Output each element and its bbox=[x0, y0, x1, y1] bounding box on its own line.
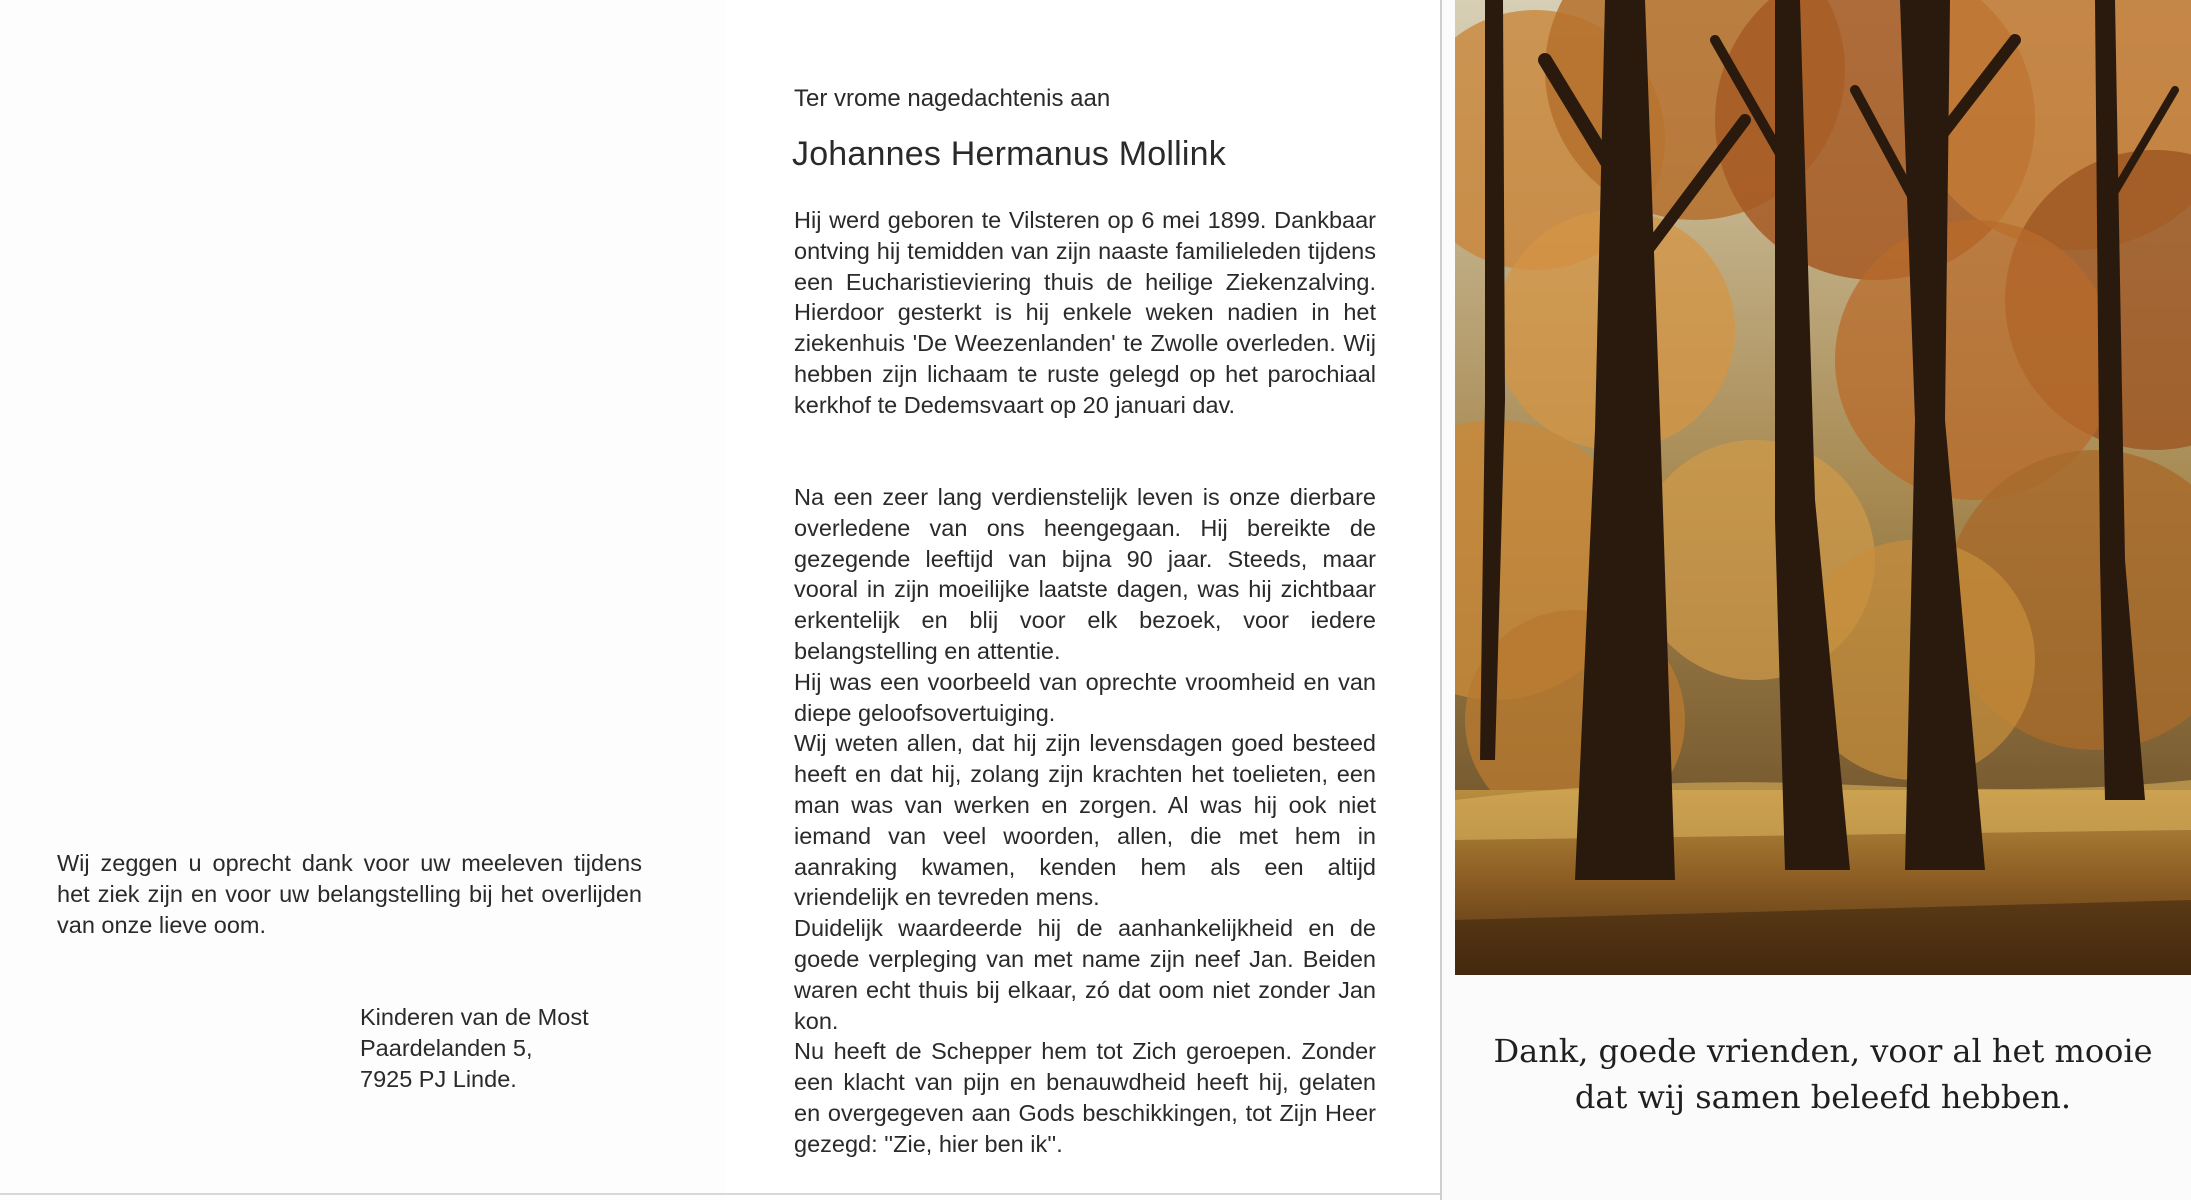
card-left-panel bbox=[0, 0, 725, 1200]
autumn-forest-photo bbox=[1455, 0, 2191, 975]
card-bottom-edge bbox=[0, 1193, 1440, 1195]
sender-address bbox=[360, 1002, 589, 1095]
tribute-line-3: Wij weten allen, dat hij zijn levensdagen goed besteed heeft en dat hij, zolang zijn krachten het toelieten, een man was van werken en zorgen. Al was hij ook niet iemand van veel woorden, allen, die met hem in aanraking kwamen, kenden hem als een altijd vriendelijk en tevreden mens. bbox=[794, 730, 1376, 911]
biography-paragraph: Hij werd geboren te Vilsteren op 6 mei 1899. Dankbaar ontving hij temidden van zijn naaste familieleden tijdens een Eucharistieviering thuis de heilige Ziekenzalving. Hierdoor gesterkt is hij enkele weken nadien in het ziekenhuis 'De Weezenlanden' te Zwolle overleden. Wij hebben zijn lichaam te ruste gelegd op het parochiaal kerkhof te Dedemsvaart op 20 januari dav. bbox=[794, 207, 1376, 418]
thanks-text: Wij zeggen u oprecht dank voor uw meeleven tijdens het ziek zijn en voor uw belangstelling bij het overlijden van onze lieve oom. bbox=[57, 850, 642, 938]
tribute-line-1: Na een zeer lang verdienstelijk leven is onze dierbare overledene van ons heengegaan. Hij bereikte de gezegende leeftijd van bijna 90 jaar. Steeds, maar vooral in zijn moeilijke laatste dagen, was hij zichtbaar erkentelijk en blij voor elk bezoek, voor iedere belangstelling en attentie. bbox=[794, 484, 1376, 664]
address-line-street: Paardelanden 5, bbox=[360, 1035, 533, 1061]
quote-line-2: dat wij samen beleefd hebben. bbox=[1574, 1078, 2072, 1116]
tribute-line-4: Duidelijk waardeerde hij de aanhankelijkheid en de goede verpleging van met name zijn neef Jan. Beiden waren echt thuis bij elkaar, zó dat oom niet zonder Jan kon. bbox=[794, 915, 1376, 1034]
tribute-line-2: Hij was een voorbeeld van oprechte vroomheid en van diepe geloofsovertuiging. bbox=[794, 668, 1376, 726]
closing-quote bbox=[1455, 1028, 2191, 1120]
tribute-paragraph bbox=[794, 482, 1376, 1160]
deceased-name: Johannes Hermanus Mollink bbox=[792, 135, 1226, 173]
address-line-city: 7925 PJ Linde. bbox=[360, 1066, 517, 1092]
quote-line-1: Dank, goede vrienden, voor al het mooie bbox=[1493, 1032, 2153, 1070]
memorial-intro: Ter vrome nagedachtenis aan bbox=[794, 85, 1111, 112]
tribute-line-5: Nu heeft de Schepper hem tot Zich geroepen. Zonder een klacht van pijn en benauwdheid heeft hij, gelaten en overgegeven aan Gods beschikkingen, tot Zijn Heer gezegd: ''Zie, hier ben ik''. bbox=[794, 1038, 1376, 1157]
address-line-family: Kinderen van de Most bbox=[360, 1004, 589, 1030]
